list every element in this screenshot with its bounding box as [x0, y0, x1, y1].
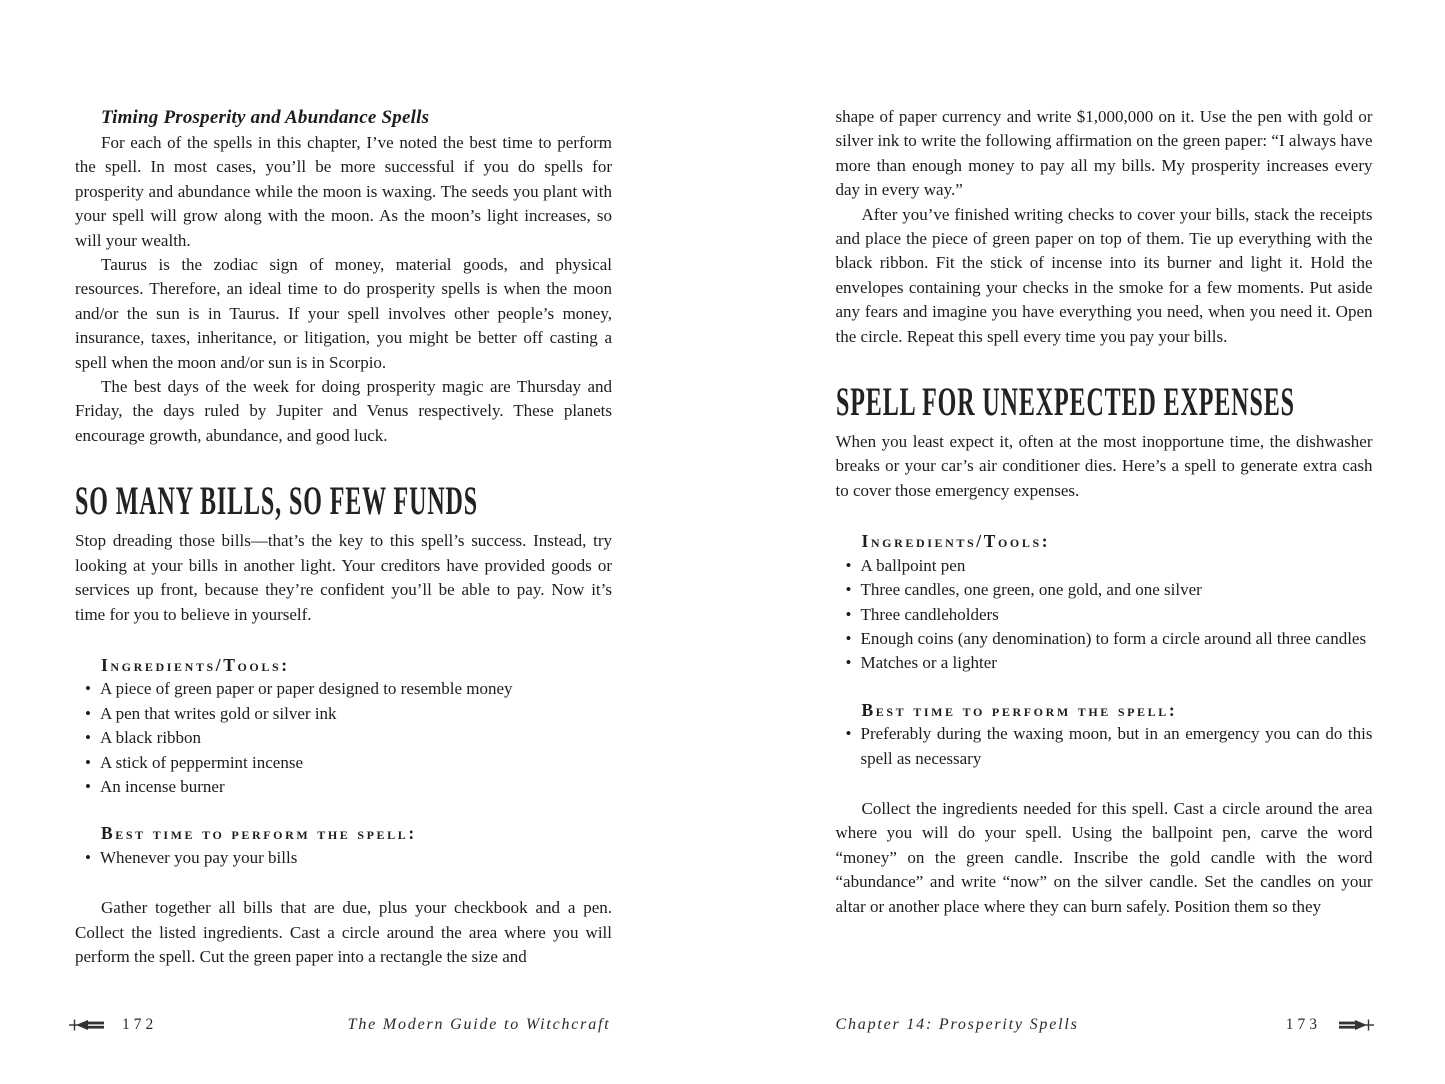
arrow-ornament-icon	[1337, 1018, 1375, 1032]
list-item	[75, 677, 612, 701]
list-item	[75, 726, 612, 750]
list-item-text: Whenever you pay your bills	[100, 847, 298, 867]
footer-page-group	[68, 1016, 157, 1034]
ingredients-label: Ingredients/Tools:	[861, 531, 1051, 552]
list-item	[836, 578, 1373, 602]
list-item-text: Three candles, one green, one gold, and one silver	[860, 580, 1202, 600]
bullet-marker: •	[845, 628, 852, 648]
footer-left	[0, 1016, 723, 1034]
list-item	[836, 554, 1373, 578]
closing-paragraph: Gather together all bills that are due, plus your checkbook and a pen. Collect the listed ingredients. Cast a circle around the area where you will perform the spell. Cut the green paper into a rectangle the size and	[75, 898, 612, 966]
paragraph: After you’ve finished writing checks to cover your bills, stack the receipts and place the piece of green paper on top of them. Tie up everything with the black ribbon. Fit the stick of incense into its burner and light it. Hold the envelopes containing your checks in the smoke for a few moments. Put aside any fears and imagine you have everything you need, when you need it. Open the circle. Repeat this spell every time you pay your bills.	[835, 204, 1373, 346]
list-item	[75, 775, 612, 799]
list-item	[836, 722, 1373, 771]
bullet-marker: •	[845, 555, 852, 575]
list-item	[75, 751, 612, 775]
list-item	[836, 603, 1373, 627]
spell-heading	[75, 478, 612, 524]
list-item-text: Matches or a lighter	[860, 653, 997, 673]
book-title: The Modern Guide to Witchcraft	[347, 1016, 611, 1033]
bullet-marker: •	[845, 653, 852, 673]
spell-heading-text: SPELL FOR UNEXPECTED EXPENSES	[835, 379, 1295, 425]
chapter-title: Chapter 14: Prosperity Spells	[835, 1016, 1079, 1033]
ingredients-list	[75, 677, 612, 799]
bullet-marker: •	[845, 580, 852, 600]
list-item-text: Three candleholders	[860, 604, 999, 624]
best-time-list	[75, 846, 612, 870]
footer-right	[723, 1016, 1445, 1034]
list-item-text: Enough coins (any denomination) to form a circle around all three candles	[860, 628, 1367, 648]
best-time-label: Best time to perform the spell:	[101, 823, 417, 844]
paragraph: The best days of the week for doing prosperity magic are Thursday and Friday, the days ruled by Jupiter and Venus respectively. These planets encourage growth, abundance, and good luck.	[75, 377, 612, 445]
list-item-text: A pen that writes gold or silver ink	[100, 703, 337, 723]
page-left-content	[75, 105, 612, 969]
list-item-text: A stick of peppermint incense	[100, 752, 304, 772]
closing-paragraph: Collect the ingredients needed for this spell. Cast a circle around the area where you will do your spell. Using the ballpoint pen, carve the word “money” on the green candle. Inscribe the gold candle with the word “abundance” and write “now” on the silver candle. Set the candles on your altar or another place where they can burn safely. Position them so they	[835, 798, 1373, 916]
best-time-list	[836, 722, 1373, 771]
paragraph: For each of the spells in this chapter, I’ve noted the best time to perform the spell. In most cases, you’ll be more successful if you do spells for prosperity and abundance while the moon is waxing. The seeds you plant with your spell will grow along with the moon. As the moon’s light increases, so will your wealth.	[75, 133, 612, 250]
list-item-text: A piece of green paper or paper designed to resemble money	[100, 679, 513, 699]
bullet-marker: •	[85, 752, 91, 772]
list-item-text: Preferably during the waxing moon, but in an emergency you can do this spell as necessary	[860, 724, 1373, 768]
list-item-text: An incense burner	[100, 776, 225, 796]
bullet-marker: •	[85, 847, 91, 867]
spell-heading	[835, 379, 1373, 425]
page-right-content	[836, 105, 1373, 919]
list-item	[75, 846, 612, 870]
bullet-marker: •	[845, 724, 852, 744]
list-item-text: A ballpoint pen	[860, 555, 966, 575]
page-number: 173	[1285, 1016, 1321, 1033]
bullet-marker: •	[85, 776, 91, 796]
arrow-ornament-icon	[68, 1018, 106, 1032]
ingredients-label: Ingredients/Tools:	[101, 654, 290, 675]
list-item	[836, 651, 1373, 675]
best-time-label: Best time to perform the spell:	[861, 699, 1178, 720]
footer-page-group	[1286, 1016, 1375, 1034]
section-heading: Timing Prosperity and Abundance Spells	[101, 107, 430, 128]
spell-intro: When you least expect it, often at the most inopportune time, the dishwasher breaks or your car’s air conditioner dies. Here’s a spell to generate extra cash to cover those emergency expenses.	[835, 432, 1373, 500]
list-item	[75, 702, 612, 726]
bullet-marker: •	[85, 728, 91, 748]
paragraph: Taurus is the zodiac sign of money, material goods, and physical resources. Therefore, an ideal time to do prosperity spells is when the moon and/or the sun is in Taurus. If your spell involves other people’s money, insurance, taxes, inheritance, or litigation, you might be better off casting a spell when the moon and/or sun is in Scorpio.	[75, 255, 612, 372]
bullet-marker: •	[85, 703, 91, 723]
bullet-marker: •	[85, 679, 91, 699]
page-number: 172	[122, 1016, 158, 1033]
list-item-text: A black ribbon	[100, 728, 202, 748]
paragraph: shape of paper currency and write $1,000,000 on it. Use the pen with gold or silver ink to write the following affirmation on the green paper: “I always have more than enough money to pay all my bills. My prosperity increases every day in every way.”	[835, 107, 1373, 200]
list-item	[836, 627, 1373, 651]
bullet-marker: •	[845, 604, 852, 624]
spell-heading-text: SO MANY BILLS, SO FEW FUNDS	[75, 478, 479, 524]
ingredients-list	[836, 554, 1373, 676]
page-right	[723, 0, 1445, 1084]
spell-intro: Stop dreading those bills—that’s the key to this spell’s success. Instead, try looking at your bills in another light. Your creditors have provided goods or services up front, because they’re confident you’ll be able to pay. Now it’s time for you to believe in yourself.	[75, 531, 612, 624]
